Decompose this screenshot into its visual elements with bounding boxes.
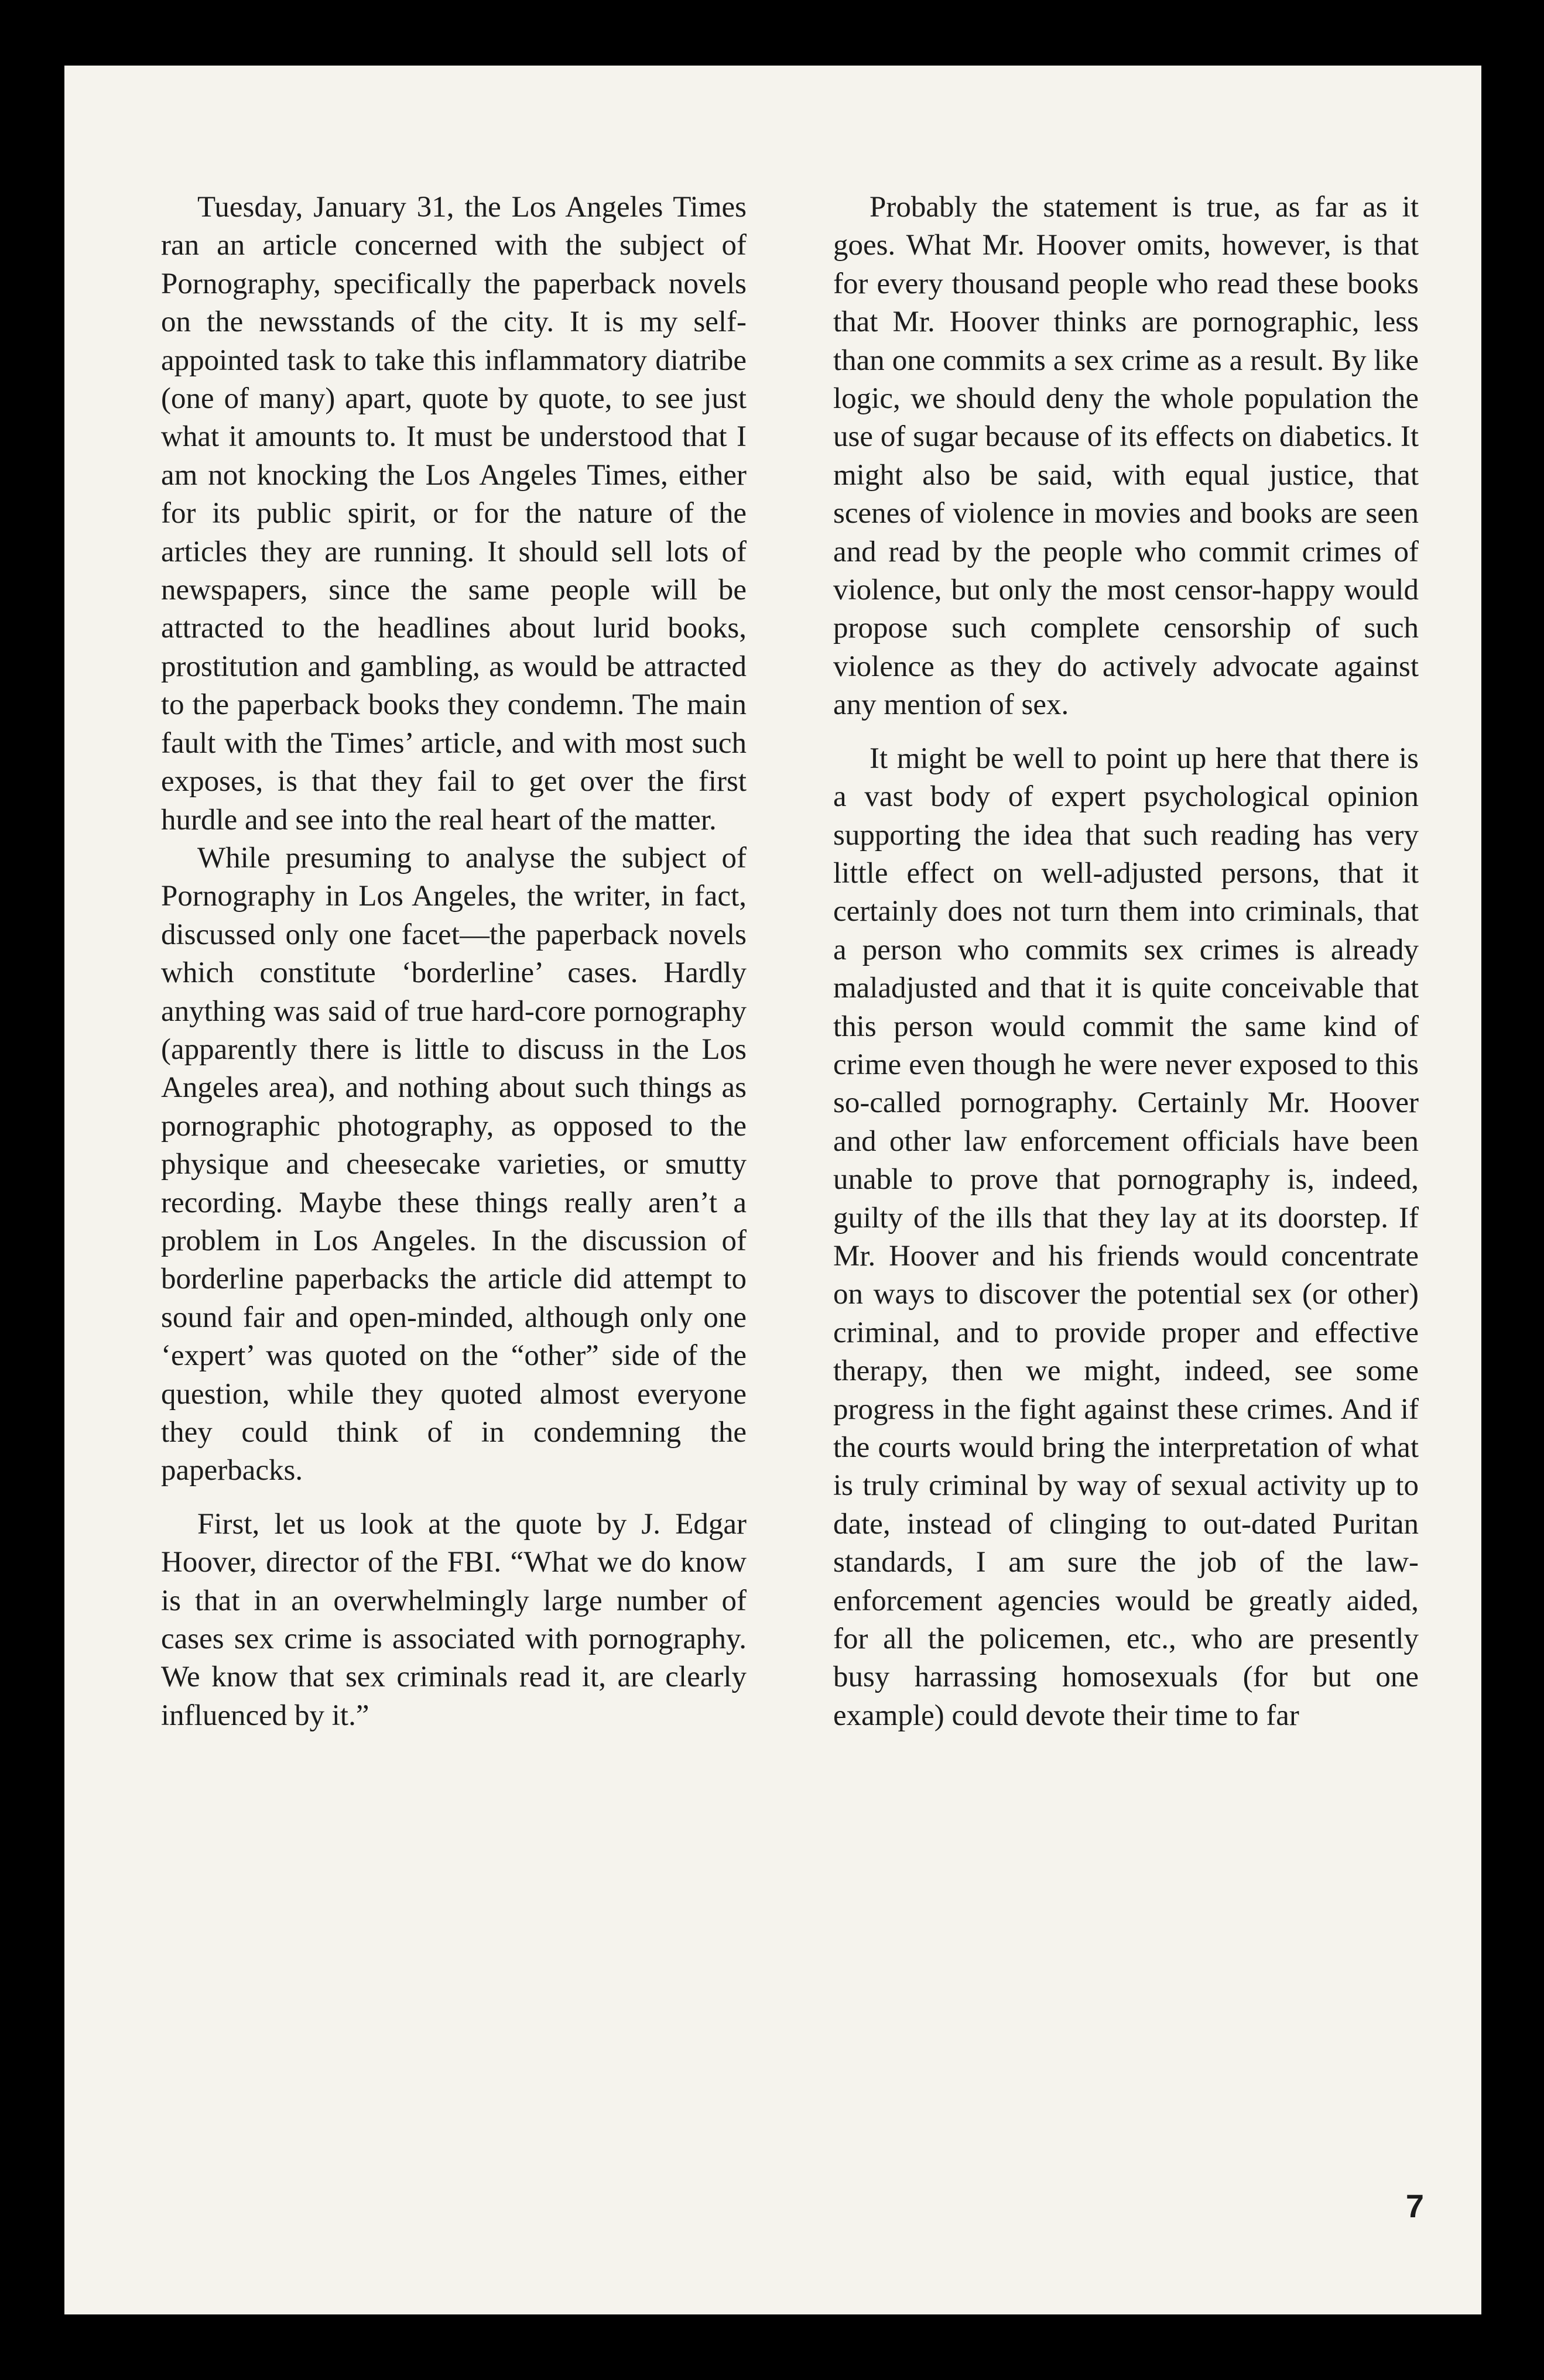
- right-text-column: [833, 188, 1419, 1735]
- paragraph: It might be well to point up here that there is a vast body of expert psychological opinion supporting the idea that such reading has very little effect on well-adjusted persons, that it certainly does not turn them into criminals, that a person who commits sex crimes is already maladjusted and that it is quite conceivable that this person would commit the same kind of crime even though he were never exposed to this so-called pornography. Certainly Mr. Hoover and other law enforcement officials have been unable to prove that pornography is, indeed, guilty of the ills that they lay at its doorstep. If Mr. Hoover and his friends would concentrate on ways to discover the potential sex (or other) criminal, and to provide proper and effective therapy, then we might, indeed, see some progress in the fight against these crimes. And if the courts would bring the interpretation of what is truly criminal by way of sexual activity up to date, instead of clinging to out-dated Puritan standards, I am sure the job of the law-enforcement agencies would be greatly aided, for all the policemen, etc., who are presently busy harrassing homosexuals (for but one example) could devote their time to far: [833, 742, 1419, 1732]
- magazine-page: [64, 66, 1481, 2314]
- left-text-column: [161, 188, 747, 1735]
- paragraph: While presuming to analyse the subject of Pornography in Los Angeles, the writer, in fact, discussed only one facet—the paperback novels which constitute ‘borderline’ cases. Hardly anything was said of true hard-core pornography (apparently there is little to discuss in the Los Angeles area), and nothing about such things as pornographic photography, as opposed to the physique and cheesecake varieties, or smutty recording. Maybe these things really aren’t a problem in Los Angeles. In the discussion of borderline paperbacks the article did attempt to sound fair and open-minded, although only one ‘expert’ was quoted on the “other” side of the question, while they quoted almost everyone they could think of in condemning the paperbacks.: [161, 841, 747, 1487]
- paragraph: Probably the statement is true, as far as it goes. What Mr. Hoover omits, however, is that for every thousand people who read these books that Mr. Hoover thinks are pornographic, less than one commits a sex crime as a result. By like logic, we should deny the whole population the use of sugar because of its effects on diabetics. It might also be said, with equal justice, that scenes of violence in movies and books are seen and read by the people who commit crimes of violence, but only the most censor-happy would propose such complete censorship of such violence as they do actively advocate against any mention of sex.: [833, 191, 1419, 722]
- paragraph: Tuesday, January 31, the Los Angeles Times ran an article concerned with the subject of Pornography, specifically the paperback novels on the newsstands of the city. It is my self-appointed task to take this inflammatory diatribe (one of many) apart, quote by quote, to see just what it amounts to. It must be understood that I am not knocking the Los Angeles Times, either for its public spirit, or for the nature of the articles they are running. It should sell lots of newspapers, since the same people will be attracted to the headlines about lurid books, prostitution and gambling, as would be attracted to the paperback books they condemn. The main fault with the Times’ article, and with most such exposes, is that they fail to get over the first hurdle and see into the real heart of the matter.: [161, 191, 747, 836]
- page-number: 7: [1405, 2187, 1424, 2224]
- paragraph: First, let us look at the quote by J. Edgar Hoover, director of the FBI. “What we do know is that in an overwhelmingly large number of cases sex crime is associated with pornography. We know that sex criminals read it, are clearly influenced by it.”: [161, 1507, 747, 1732]
